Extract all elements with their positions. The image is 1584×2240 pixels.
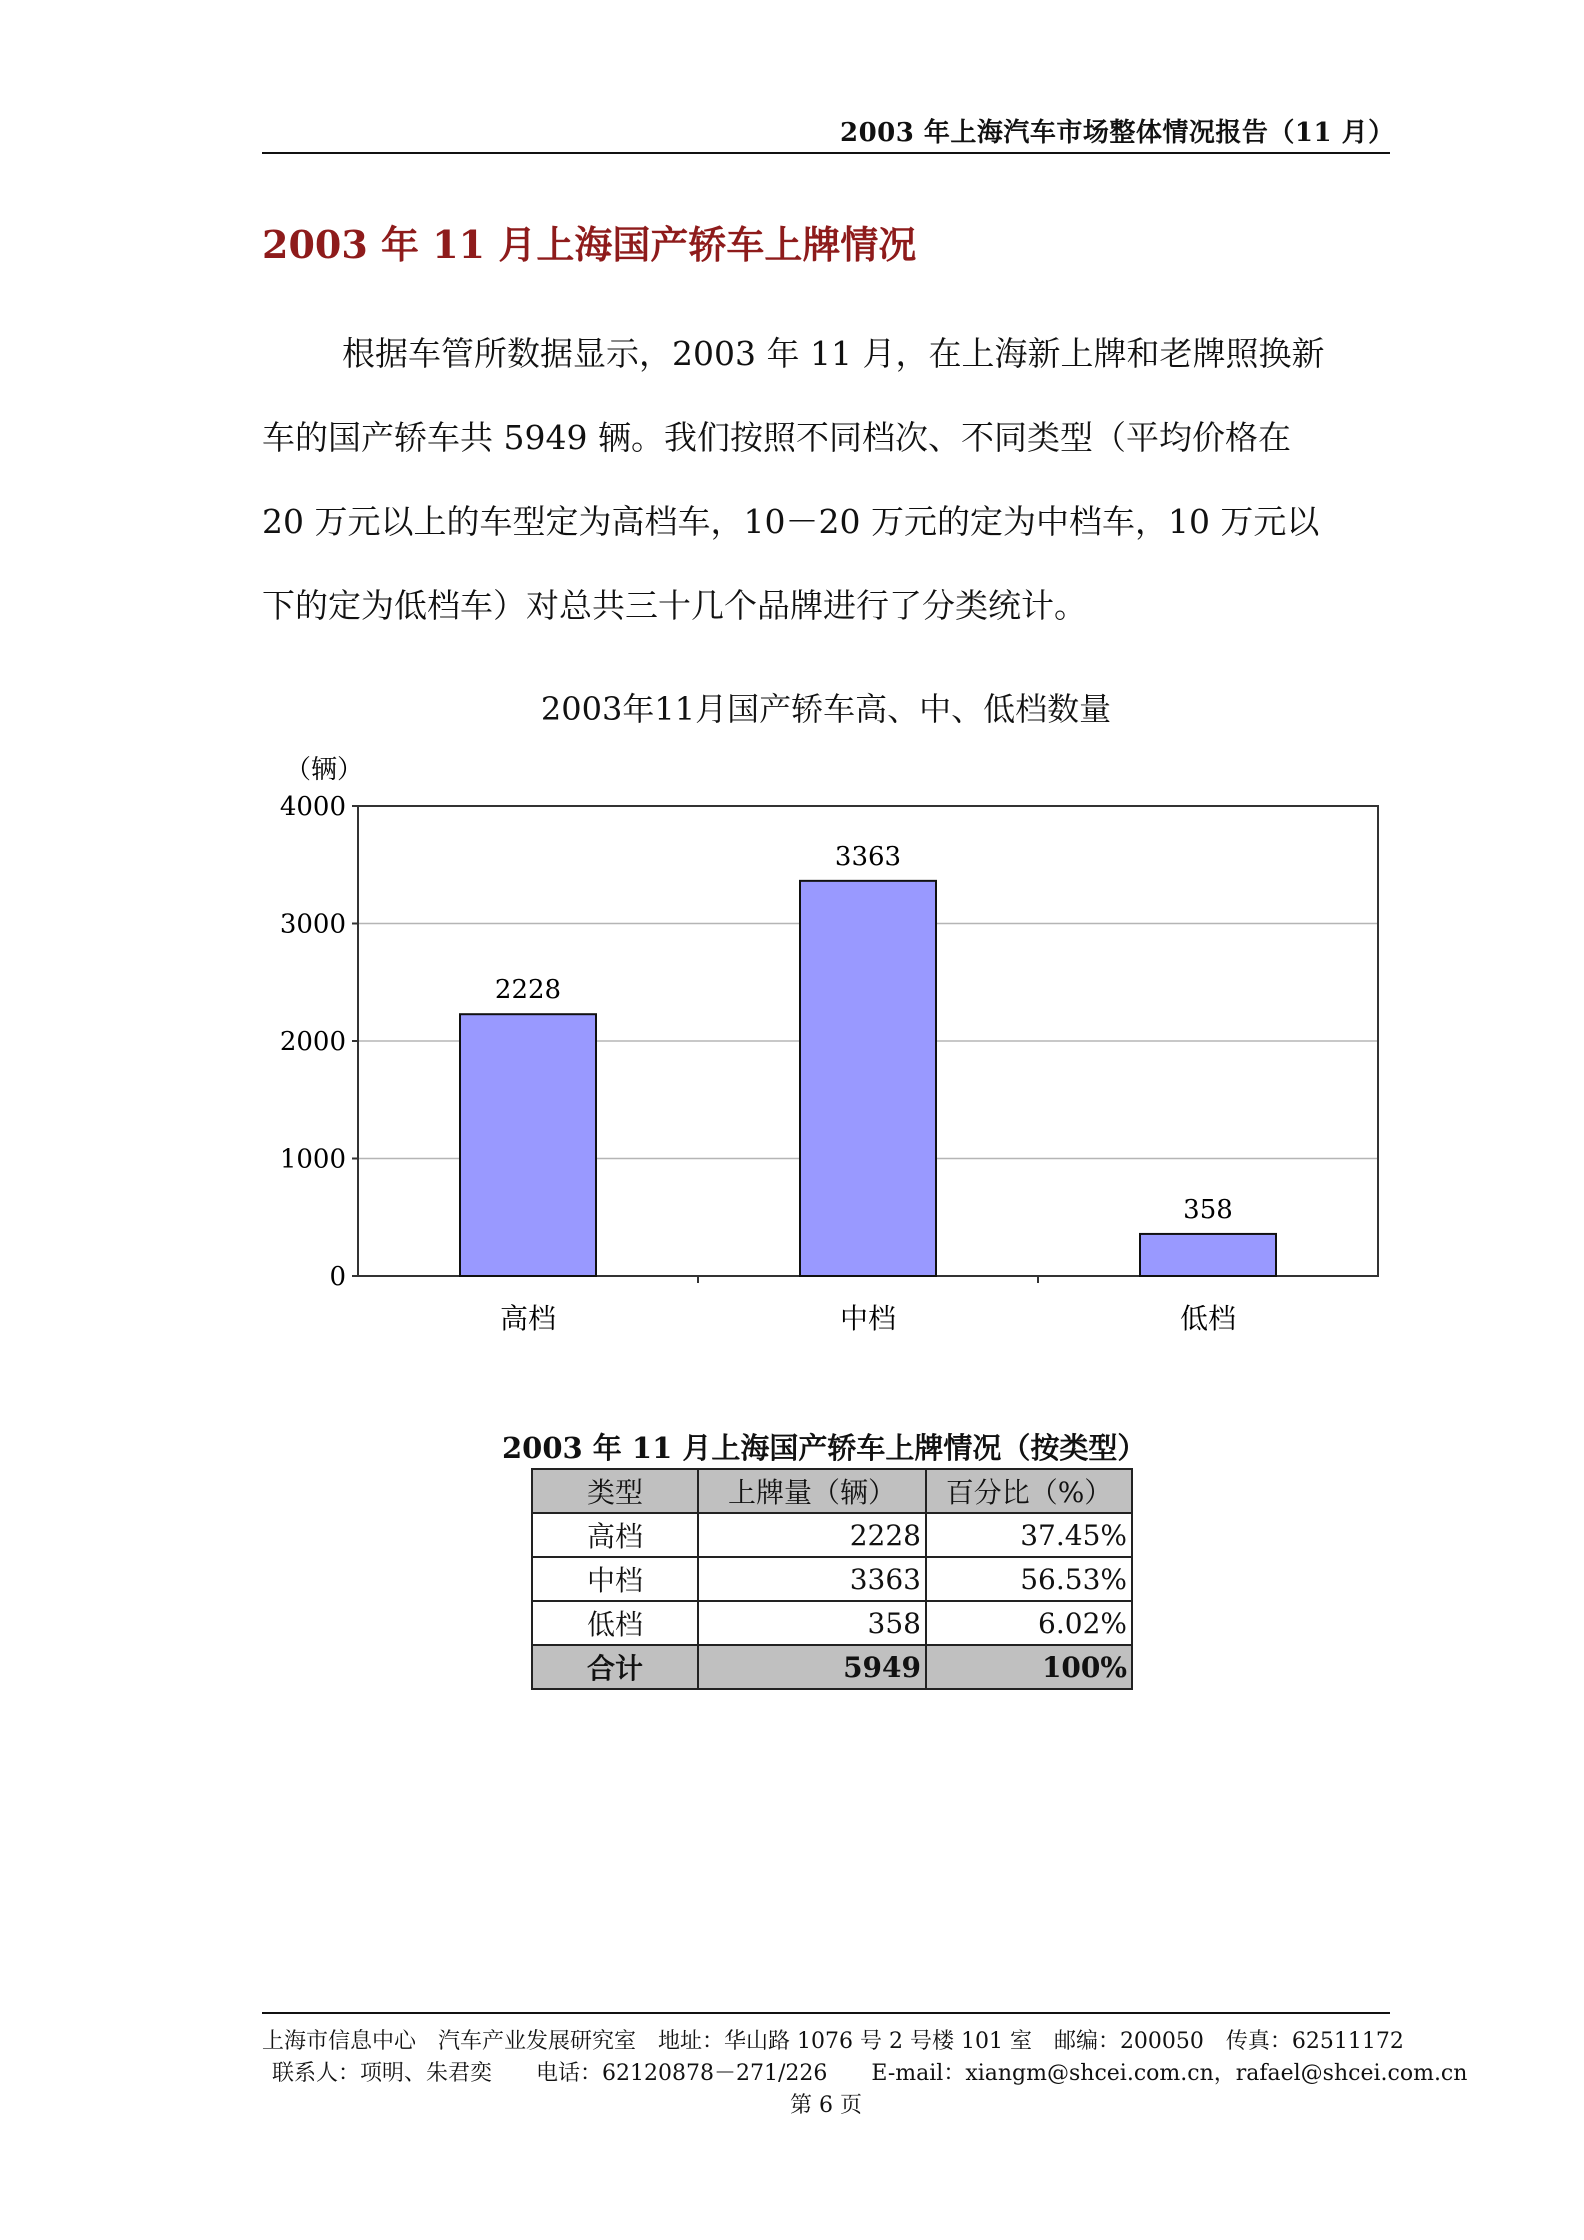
section-title: 2003 年 11 月上海国产轿车上牌情况 (262, 222, 917, 267)
y-tick-label: 1000 (279, 1144, 346, 1175)
x-tick-label: 中档 (839, 1302, 897, 1335)
table-cell: 100% (926, 1645, 1132, 1689)
table-cell: 2228 (698, 1513, 926, 1557)
paragraph-line: 下的定为低档车）对总共三十几个品牌进行了分类统计。 (262, 586, 1087, 625)
body-paragraph (262, 312, 1402, 648)
table-cell: 低档 (532, 1601, 698, 1645)
paragraph-line: 20 万元以上的车型定为高档车，10－20 万元的定为中档车，10 万元以 (262, 502, 1320, 541)
table-cell: 358 (698, 1601, 926, 1645)
bar-2 (800, 881, 936, 1276)
bar-3 (1140, 1234, 1276, 1276)
table-cell: 3363 (698, 1557, 926, 1601)
table-cell: 6.02% (926, 1601, 1132, 1645)
table-cell: 37.45% (926, 1513, 1132, 1557)
table-total-row (532, 1645, 1132, 1689)
paragraph-line: 根据车管所数据显示，2003 年 11 月，在上海新上牌和老牌照换新 (342, 334, 1325, 373)
chart-title: 2003年11月国产轿车高、中、低档数量 (540, 690, 1112, 728)
bar-1 (460, 1014, 596, 1276)
y-axis-unit-label: （辆） (284, 755, 364, 785)
data-label: 358 (1183, 1194, 1233, 1225)
table-cell: 56.53% (926, 1557, 1132, 1601)
chart-bars (460, 881, 1276, 1276)
table-header-cell: 类型 (532, 1469, 698, 1513)
table-cell: 合计 (532, 1645, 698, 1689)
x-axis-ticks (500, 1276, 1236, 1335)
y-tick-label: 3000 (279, 909, 346, 940)
footer-rule (262, 2012, 1390, 2014)
table-header-row (532, 1469, 1132, 1513)
footer-contact-line-1: 上海市信息中心 汽车产业发展研究室 地址：华山路 1076 号 2 号楼 101 室 邮编：200050 传真：62511172 (262, 2029, 1404, 2054)
paragraph-line: 车的国产轿车共 5949 辆。我们按照不同档次、不同类型（平均价格在 (262, 418, 1291, 457)
table-cell: 5949 (698, 1645, 926, 1689)
data-label: 2228 (494, 975, 562, 1006)
header-rule (262, 152, 1390, 154)
y-axis-ticks (280, 792, 358, 1292)
table-header-cell: 百分比（%） (926, 1469, 1132, 1513)
footer-contact-line-2: 联系人：项明、朱君奕 电话：62120878－271/226 E-mail：xiangm@shcei.com.cn，rafael@shcei.com.cn (272, 2061, 1468, 2086)
table-row (532, 1513, 1132, 1557)
table-row (532, 1557, 1132, 1601)
table-cell: 中档 (532, 1557, 698, 1601)
data-label: 3363 (834, 841, 902, 872)
table-caption: 2003 年 11 月上海国产轿车上牌情况（按类型） (502, 1431, 1147, 1465)
registration-by-type-table (531, 1468, 1133, 1690)
running-header: 2003 年上海汽车市场整体情况报告（11 月） (840, 118, 1395, 148)
bar-chart (262, 752, 1390, 1352)
table-row (532, 1601, 1132, 1645)
x-tick-label: 高档 (499, 1302, 557, 1335)
y-tick-label: 0 (329, 1262, 346, 1292)
x-tick-label: 低档 (1179, 1302, 1237, 1335)
y-tick-label: 2000 (279, 1027, 346, 1057)
page-number: 第 6 页 (790, 2093, 862, 2118)
table-cell: 高档 (532, 1513, 698, 1557)
y-tick-label: 4000 (279, 792, 346, 822)
table-header-cell: 上牌量（辆） (698, 1469, 926, 1513)
